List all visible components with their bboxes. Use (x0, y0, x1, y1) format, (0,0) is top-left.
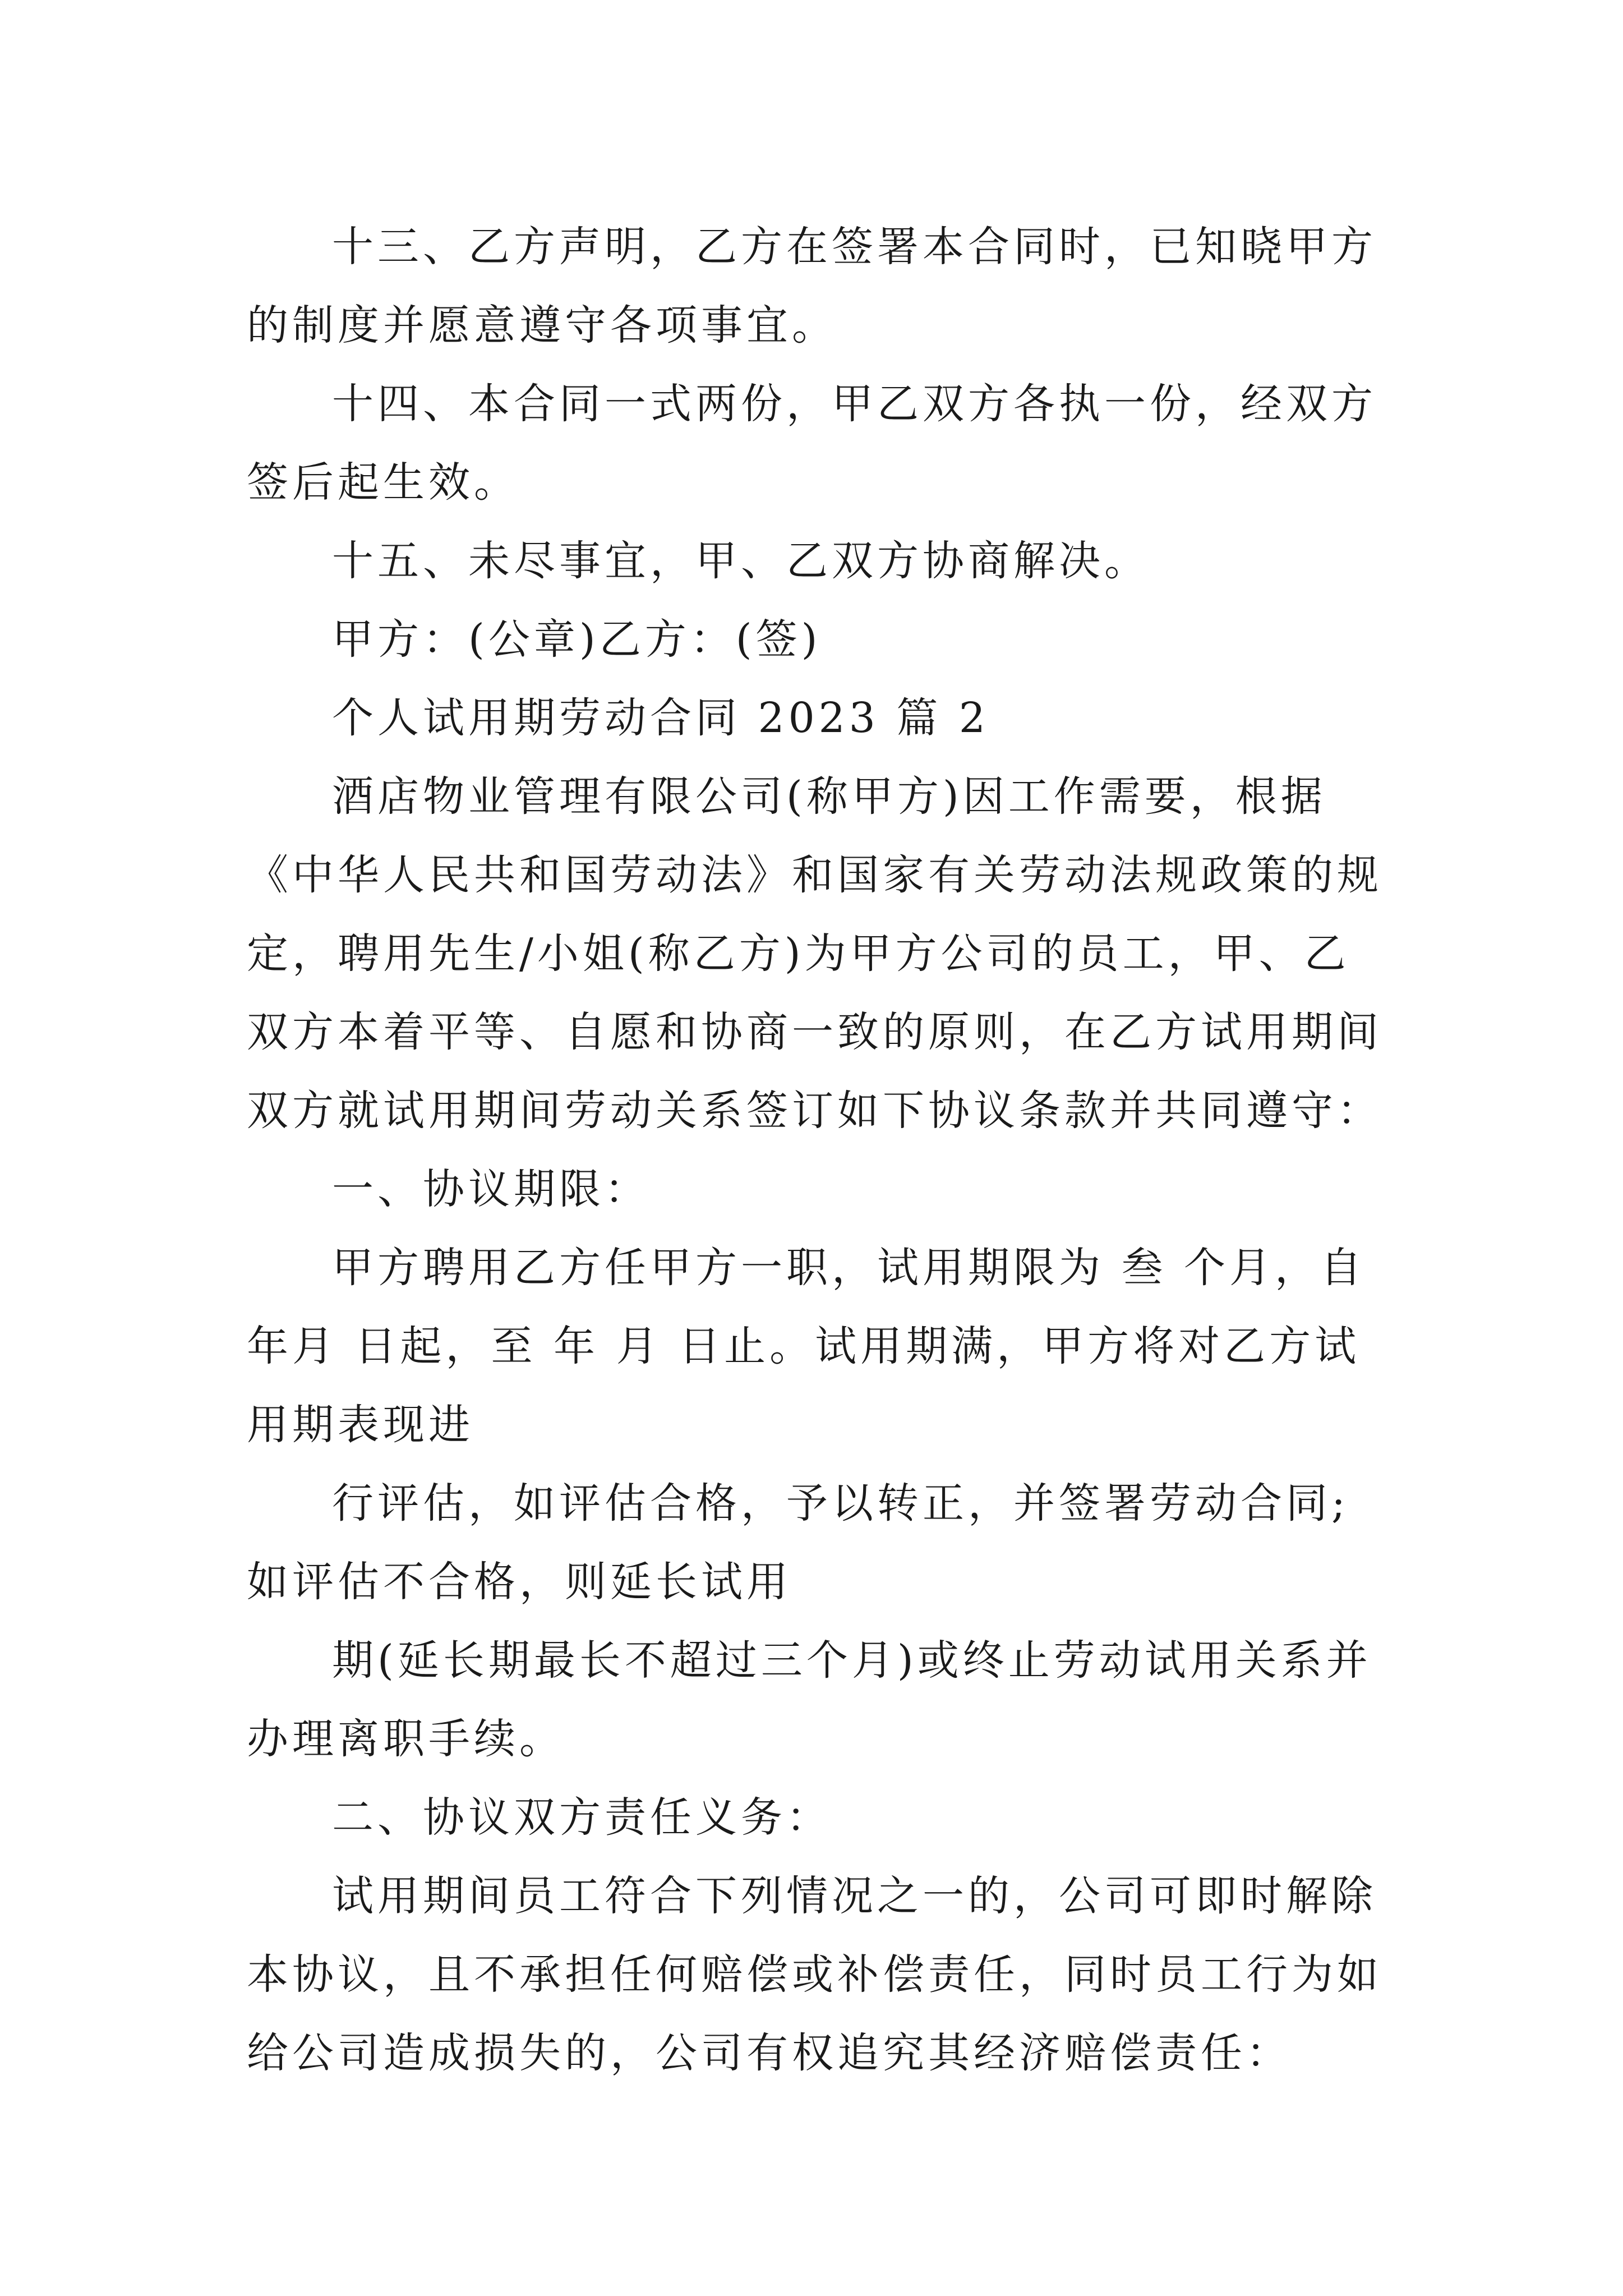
clause-15-paragraph: 十五、未尽事宜，甲、乙双方协商解决。 (332, 537, 1150, 585)
preamble-paragraph: 酒店物业管理有限公司(称甲方)因工作需要，根据《中华人民共和国劳动法》和国家有关劳动法规政策的规定，聘用先生/小姐(称乙方)为甲方公司的员工，甲、乙双方本着平等、自愿和协商一致的原则，在乙方试用期间双方就试用期间劳动关系签订如下协议条款并共同遵守： (247, 772, 1382, 1135)
responsibilities-heading: 二、协议双方责任义务： (332, 1793, 832, 1842)
extension-paragraph: 期(延长期最长不超过三个月)或终止劳动试用关系并办理离职手续。 (247, 1636, 1372, 1763)
section-heading: 个人试用期劳动合同 2023 篇 2 (332, 694, 989, 742)
signature-line: 甲方：(公章)乙方：(签) (332, 615, 822, 664)
clause-14-paragraph: 十四、本合同一式两份，甲乙双方各执一份，经双方签后起生效。 (247, 380, 1377, 507)
evaluation-paragraph: 行评估，如评估合格，予以转正，并签署劳动合同;如评估不合格，则延长试用 (247, 1479, 1349, 1606)
agreement-term-heading: 一、协议期限： (332, 1165, 650, 1213)
termination-paragraph: 试用期间员工符合下列情况之一的，公司可即时解除本协议，且不承担任何赔偿或补偿责任，同时员工行为如给公司造成损失的，公司有权追究其经济赔偿责任： (247, 1872, 1382, 2077)
agreement-term-paragraph: 甲方聘用乙方任甲方一职，试用期限为 叁 个月，自年月 日起，至 年 月 日止。试用期满，甲方将对乙方试用期表现进 (247, 1244, 1366, 1449)
clause-13-paragraph: 十三、乙方声明，乙方在签署本合同时，已知晓甲方的制度并愿意遵守各项事宜。 (247, 223, 1377, 349)
document-body (247, 208, 1391, 2092)
